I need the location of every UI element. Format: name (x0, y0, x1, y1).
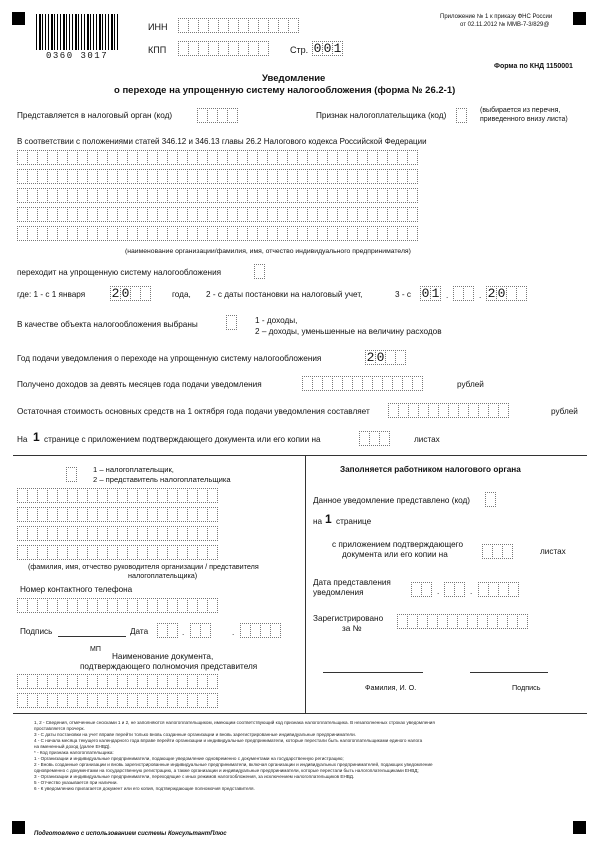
entry-cell[interactable] (66, 467, 77, 482)
transition-label: переходит на упрощенную систему налогообложения (17, 268, 222, 277)
date-dot-2: . (479, 291, 482, 300)
grid-row (17, 207, 417, 222)
footnote-line: * - Код признака налогоплательщика: (34, 750, 114, 755)
right-date-day[interactable] (411, 582, 431, 597)
entry-cell[interactable] (485, 492, 496, 507)
taxpayer-sign-cell[interactable] (456, 108, 466, 123)
objects-option-1: 1 - доходы, (255, 316, 298, 325)
residual-label: Остаточная стоимость основных средств на 1 октября года подачи уведомления составляет (17, 407, 370, 416)
section-divider (13, 455, 587, 456)
transition-date-day[interactable] (420, 286, 440, 301)
grid-row (17, 488, 217, 503)
footnote-line: 4 - С начала месяца текущего календарного года вправе перейти организации и индивидуальные предприниматели, которые перестали быть налогоплательщиками единого налога (34, 738, 423, 743)
pages-number: 1 (33, 430, 40, 444)
barcode (36, 14, 118, 50)
residual-cells[interactable] (388, 403, 508, 418)
pages-mid: странице с приложением подтверждающего документа или его копии на (44, 435, 321, 444)
on-label: на (313, 517, 323, 526)
entry-cell[interactable] (407, 169, 418, 184)
appendix-line-1: Приложение № 1 к приказу ФНС России (440, 14, 553, 20)
signer-fio-grid[interactable] (17, 488, 217, 564)
income-label: Получено доходов за девять месяцев года подачи уведомления (17, 380, 262, 389)
entry-cell[interactable]: 0 (376, 350, 385, 365)
entry-cell[interactable] (517, 614, 528, 629)
transition-year-word: года, (172, 290, 191, 299)
footnotes (34, 720, 435, 792)
entry-cell[interactable] (502, 544, 513, 559)
form-title-line-2: о переходе на упрощенную систему налогообложения (форма № 26.2-1) (114, 85, 456, 96)
inspector-fio-label: Фамилия, И. О. (365, 683, 417, 692)
footnote-line: 6 - К уведомлению прилагается документ или его копия, подтверждающие полномочия представителя. (34, 786, 255, 791)
attach-2: документа или его копии на (342, 550, 448, 559)
inn-label: ИНН (148, 22, 168, 32)
entry-cell[interactable] (516, 286, 527, 301)
entry-cell[interactable]: 0 (497, 286, 506, 301)
pages-unit: листах (414, 435, 440, 444)
footnote-line: 1, 2 - Сведения, отмеченные сносками 1 и 2, не заполняются налогоплательщиком, имеющим соответствующий код признака налогоплательщика. В незаполненных строках уведомления (34, 720, 435, 725)
date-dot-1: . (446, 291, 449, 300)
left-date-year[interactable] (240, 623, 280, 638)
left-date-month[interactable] (190, 623, 210, 638)
footer-text: Подготовлено с использованием системы КонсультантПлюс (34, 831, 227, 837)
footnote-line: 3 - С даты постановки на учет вправе перейти только вновь созданные организации и вновь зарегистрированные индивидуальные предприниматели. (34, 732, 356, 737)
entry-cell[interactable] (498, 403, 509, 418)
entry-cell[interactable] (407, 226, 418, 241)
page-label: Стр. (290, 45, 309, 55)
entry-cell[interactable] (207, 598, 218, 613)
barcode-number: 0360 3017 (46, 51, 109, 61)
kpp-cells[interactable] (178, 41, 268, 56)
right-date-dot-1: . (437, 587, 440, 596)
grid-row (17, 150, 417, 165)
entry-cell[interactable]: 0 (121, 286, 130, 301)
phone-cells[interactable] (17, 598, 217, 613)
pages-prefix: На (17, 435, 28, 444)
fio-caption-1: (фамилия, имя, отчество руководителя организации / представителя (28, 562, 259, 571)
entry-cell[interactable] (227, 108, 238, 123)
kpp-label: КПП (148, 45, 167, 55)
objects-label: В качестве объекта налогообложения выбраны (17, 320, 198, 329)
entry-cell[interactable] (407, 207, 418, 222)
objects-code-cell[interactable] (226, 315, 236, 330)
entry-cell[interactable] (207, 488, 218, 503)
entry-cell[interactable] (226, 315, 237, 330)
right-date-month[interactable] (444, 582, 464, 597)
entry-cell[interactable] (379, 431, 390, 446)
entry-cell[interactable] (207, 693, 218, 708)
entry-cell[interactable] (288, 18, 299, 33)
year-label: Год подачи уведомления о переходе на упрощенную систему налогообложения (17, 354, 322, 363)
entry-cell[interactable] (454, 582, 465, 597)
tax-organ-label: Представляется в налоговый орган (код) (17, 111, 173, 120)
entry-cell[interactable]: 0 (323, 41, 332, 56)
right-date-dot-2: . (470, 587, 473, 596)
doc-name-grid[interactable] (17, 674, 217, 712)
footnote-line: 2 - Вновь созданные организации и вновь зарегистрированные индивидуальные предприниматели, включая организации и индивидуальных предпринимателей, подающих уведомление (34, 762, 433, 767)
inspector-sign-label: Подпись (512, 683, 541, 692)
transition-where: где: 1 - с 1 января (17, 290, 86, 299)
on-number: 1 (325, 512, 332, 526)
entry-cell[interactable] (407, 188, 418, 203)
signer-option-2: 2 – представитель налогоплательщика (93, 475, 231, 484)
transition-option-3: 3 - с (395, 290, 411, 299)
taxpayer-sign-note-2: приведенного внизу листа) (480, 116, 568, 123)
entry-cell[interactable] (412, 376, 423, 391)
corner-mark-bottom-left (12, 821, 25, 834)
entry-cell[interactable] (456, 108, 467, 123)
form-title-line-1: Уведомление (262, 73, 326, 84)
footnote-line: проставляется прочерк. (34, 726, 85, 731)
grid-row (17, 507, 217, 522)
sign-label: Подпись (20, 627, 53, 636)
right-date-year[interactable] (478, 582, 518, 597)
year-cells[interactable] (365, 350, 405, 365)
entry-cell[interactable] (200, 623, 211, 638)
taxpayer-sign-note-1: (выбирается из перечня, (480, 107, 561, 114)
inn-cells[interactable] (178, 18, 298, 33)
doc-title-1: Наименование документа, (112, 652, 214, 661)
date-submitted-1: Дата представления (313, 578, 391, 587)
entry-cell[interactable] (207, 674, 218, 689)
inspector-sign-line[interactable] (470, 672, 548, 673)
sign-line[interactable] (58, 636, 126, 637)
entry-cell[interactable]: 2 (111, 286, 120, 301)
signer-option-1: 1 – налогоплательщик, (93, 465, 174, 474)
corner-mark-top-left (12, 12, 25, 25)
entry-cell[interactable]: 2 (487, 286, 496, 301)
registered-2: за № (342, 624, 362, 633)
footnote-line: одновременно с документами на государственную регистрацию, а также организации и индивидуальные предприниматели, которые перестали быть налогоплательщиками ЕНВД; (34, 768, 419, 773)
section-bottom (13, 713, 587, 714)
left-date-day[interactable] (157, 623, 177, 638)
org-name-grid[interactable] (17, 150, 417, 245)
inspector-heading: Заполняется работником налогового органа (340, 465, 521, 474)
entry-cell[interactable] (140, 286, 151, 301)
left-date-dot-2: . (232, 628, 235, 637)
transition-date-month[interactable] (453, 286, 473, 301)
transition-year-cells[interactable] (110, 286, 150, 301)
taxpayer-sign-label: Признак налогоплательщика (код) (316, 111, 447, 120)
submitted-label: Данное уведомление представлено (код) (313, 496, 471, 505)
entry-cell[interactable]: 2 (366, 350, 375, 365)
grid-row (17, 693, 217, 708)
entry-cell[interactable] (254, 264, 265, 279)
entry-cell[interactable] (270, 623, 281, 638)
phone-label: Номер контактного телефона (20, 585, 133, 594)
org-name-caption: (наименование организации/фамилия, имя, отчество индивидуального предпринимателя) (125, 248, 411, 255)
entry-cell[interactable] (207, 507, 218, 522)
residual-unit: рублей (551, 407, 578, 416)
entry-cell[interactable] (207, 545, 218, 560)
registered-1: Зарегистрировано (313, 614, 384, 623)
entry-cell[interactable]: 0 (421, 286, 430, 301)
on-suffix: странице (336, 517, 372, 526)
transition-date-year[interactable] (486, 286, 526, 301)
accordance-text: В соответствии с положениями статей 346.12 и 346.13 главы 26.2 Налогового кодекса Российской Федерации (17, 137, 427, 146)
corner-mark-bottom-right (573, 821, 586, 834)
grid-row (17, 674, 217, 689)
footnote-line: 5 - Отчество указывается при наличии. (34, 780, 118, 785)
doc-title-2: подтверждающего полномочия представителя (80, 662, 258, 671)
footnote-line: 1 - Организации и индивидуальные предприниматели, подающие уведомление одновременно с документами на государственную регистрацию; (34, 756, 344, 761)
tax-organ-cells[interactable] (197, 108, 237, 123)
corner-mark-top-right (573, 12, 586, 25)
knd-code: Форма по КНД 1150001 (494, 63, 573, 70)
transition-option-2: 2 - с даты постановки на налоговый учет, (206, 290, 363, 299)
pages-cells[interactable] (359, 431, 389, 446)
submitted-code-cells[interactable] (485, 492, 495, 507)
attach-1: с приложением подтверждающего (332, 540, 464, 549)
entry-cell[interactable]: 1 (431, 286, 440, 301)
fio-caption-2: налогоплательщика) (128, 571, 198, 580)
entry-cell[interactable] (463, 286, 474, 301)
footnote-line: на вмененный доход (далее ЕНВД). (34, 744, 111, 749)
income-unit: рублей (457, 380, 484, 389)
entry-cell[interactable] (167, 623, 178, 638)
entry-cell[interactable]: 1 (333, 41, 342, 56)
page-number-cells[interactable] (312, 41, 342, 56)
grid-row (17, 226, 417, 241)
left-date-dot-1: . (182, 628, 185, 637)
column-divider (305, 455, 306, 713)
entry-cell[interactable] (395, 350, 406, 365)
grid-row (17, 545, 217, 560)
entry-cell[interactable]: 0 (313, 41, 322, 56)
transition-code-cell[interactable] (254, 264, 264, 279)
appendix-line-2: от 02.11.2012 № ММВ-7-3/829@ (460, 22, 550, 28)
date-submitted-2: уведомления (313, 588, 364, 597)
signer-code-cell[interactable] (66, 467, 76, 482)
fio-line[interactable] (323, 672, 423, 673)
attach-cells[interactable] (482, 544, 512, 559)
registered-cells[interactable] (397, 614, 527, 629)
grid-row (17, 188, 417, 203)
entry-cell[interactable] (421, 582, 432, 597)
entry-cell[interactable] (508, 582, 519, 597)
objects-option-2: 2 – доходы, уменьшенные на величину расходов (255, 327, 442, 336)
grid-row (17, 169, 417, 184)
entry-cell[interactable] (207, 526, 218, 541)
entry-cell[interactable] (407, 150, 418, 165)
entry-cell[interactable] (258, 41, 269, 56)
mp-label: МП (90, 646, 101, 653)
income-cells[interactable] (302, 376, 422, 391)
grid-row (17, 526, 217, 541)
sheets-label: листах (540, 547, 566, 556)
date-label: Дата (130, 627, 149, 636)
footnote-line: 3 - Организации и индивидуальные предприниматели, переходящие с иных режимов налогообложения, за исключением налогоплательщиков ЕНВД. (34, 774, 355, 779)
